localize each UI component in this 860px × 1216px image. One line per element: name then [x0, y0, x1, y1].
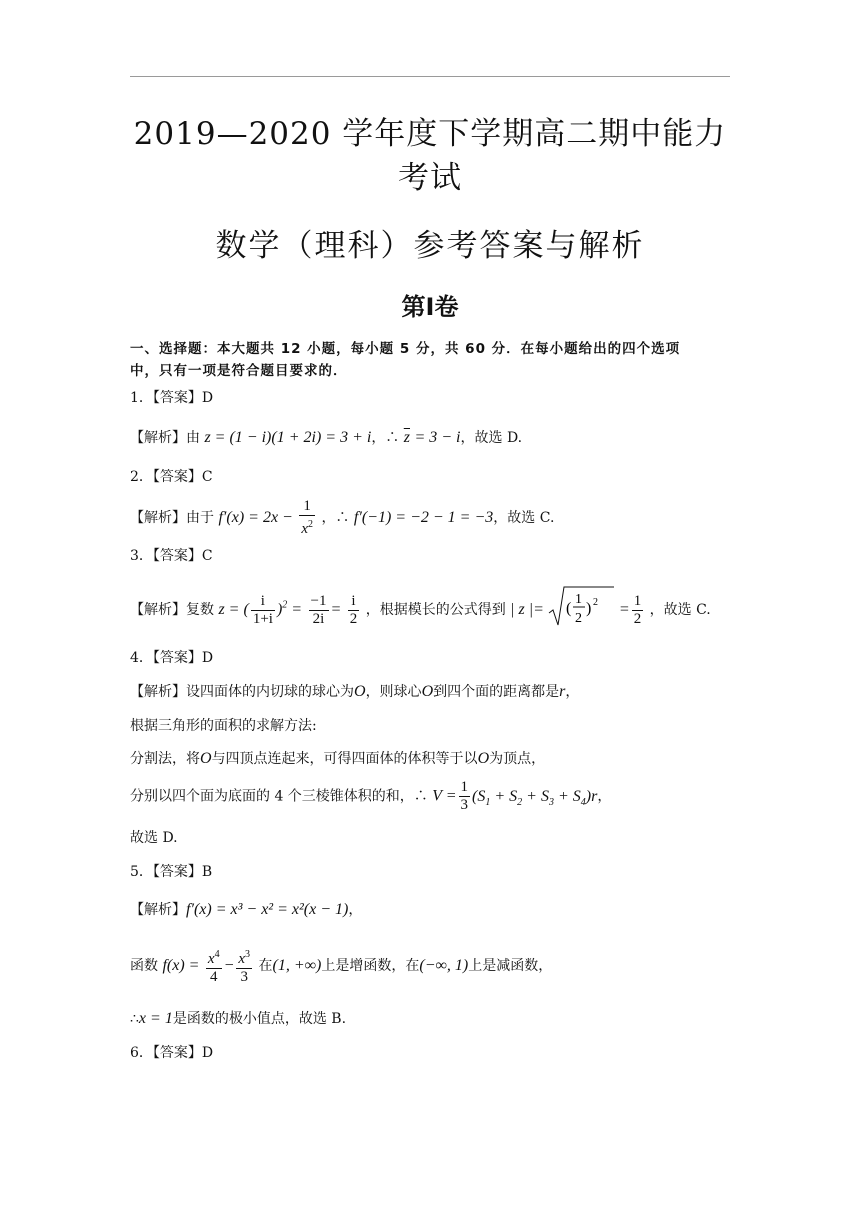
- svg-text:): ): [586, 600, 592, 617]
- analysis-5-line2: 函数 f(x) = $\frac{x^4}{4}$ − $\frac{x^3}{3}$ 在(1, +∞)上是增函数，在(−∞, 1)上是减函数，: [130, 946, 730, 986]
- analysis-2: 【解析】由于 f′(x) = 2x − $\frac{1}{x^2}$ ，∴ f′(−1) = −2 − 1 = −3，故选 C.: [130, 498, 555, 537]
- analysis-4-line4: 分别以四个面为底面的 4 个三棱锥体积的和，∴ V = $\frac{1}{3}$ $(S_1 + S_2 + S_3 + S_4)r$，: [130, 779, 612, 813]
- page-title: 2019—2020 学年度下学期高二期中能力 考试: [133, 116, 727, 196]
- sqrt-symbol: [548, 585, 614, 635]
- answer-5: 5．【答案】B: [130, 864, 213, 880]
- analysis-1: 【解析】由 z = (1 − i)(1 + 2i) = 3 + i，∴ $\overline{z} = 3 - i$，故选 D.: [130, 429, 523, 446]
- page-subtitle: 数学（理科）参考答案与解析: [215, 228, 645, 264]
- svg-text:2: 2: [593, 597, 599, 608]
- analysis-5-line3: ∴x = 1是函数的极小值点，故选 B.: [130, 1010, 347, 1027]
- analysis-4-line2: 根据三角形的面积的求解方法:: [130, 718, 317, 734]
- analysis-3: 【解析】复数 z = ( $\frac{i}{1+i}$ )$^2$ = $\frac{-1}{2i}$ = $\frac{i}{2}$ ，根据模长的公式得到 | z |= ( 1 2 ) 2 = $\frac{1}{2}$ ，故选 C.: [130, 585, 730, 635]
- analysis-4-line5: 故选 D.: [130, 830, 178, 846]
- answer-2: 2．【答案】C: [130, 469, 213, 485]
- analysis-4-line1: 【解析】设四面体的内切球的球心为O，则球心O到四个面的距离都是r，: [130, 683, 580, 700]
- analysis-5-line1: 【解析】f′(x) = x³ − x² = x²(x − 1)，: [130, 901, 363, 918]
- analysis-4-line3: 分割法，将O与四顶点连起来，可得四面体的体积等于以O为顶点，: [130, 750, 546, 767]
- section-intro: 一、选择题：本大题共 12 小题，每小题 5 分，共 60 分．在每小题给出的四个选项 中，只有一项是符合题目要求的．: [130, 341, 681, 379]
- answer-6: 6．【答案】D: [130, 1045, 214, 1061]
- svg-text:1: 1: [575, 592, 583, 607]
- answer-4: 4．【答案】D: [130, 650, 214, 666]
- header-rule: [130, 76, 730, 77]
- answer-1: 1．【答案】D: [130, 390, 214, 406]
- svg-text:2: 2: [575, 611, 583, 626]
- answer-3: 3．【答案】C: [130, 548, 213, 564]
- volume-heading: 第Ⅰ卷: [401, 293, 459, 321]
- svg-text:(: (: [566, 600, 572, 617]
